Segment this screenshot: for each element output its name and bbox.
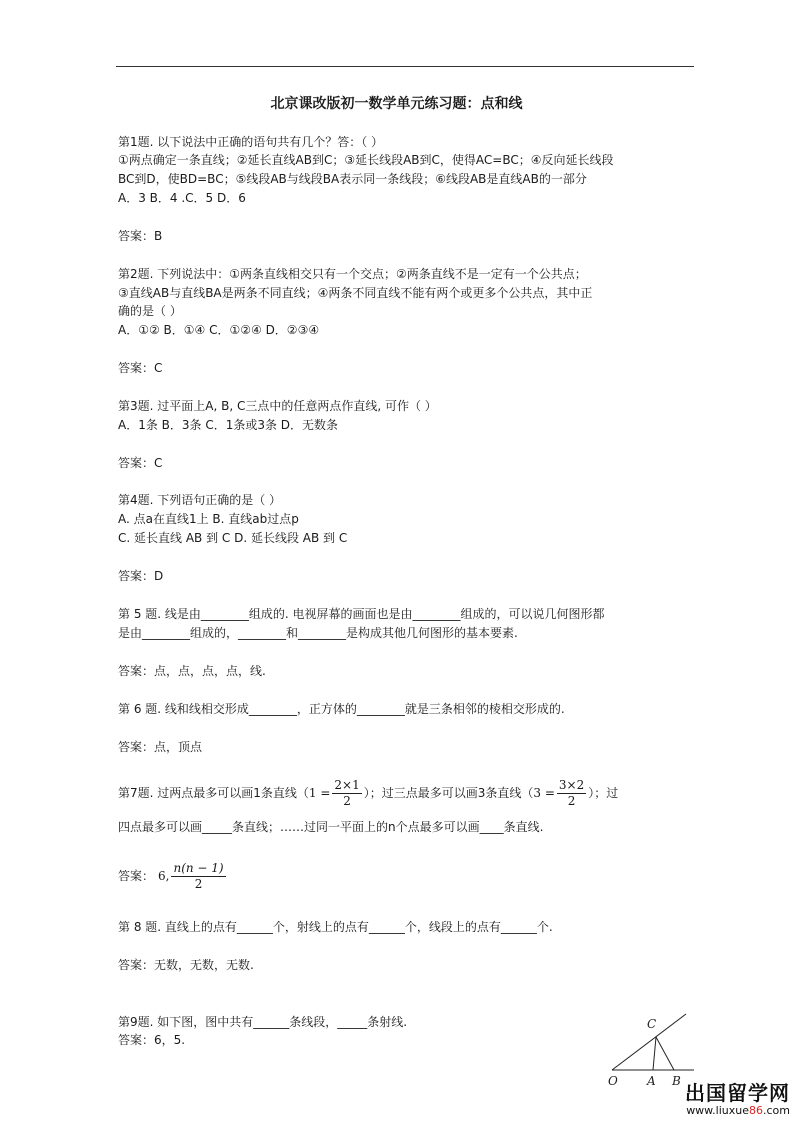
fraction-numerator: 3×2: [558, 777, 585, 792]
q7-text-line: 四点最多可以画_____条直线；……过同一平面上的n个点最多可以画____条直线.: [118, 820, 544, 834]
watermark-url-part: 86: [749, 1104, 763, 1117]
q5-text-line: 是由________组成的，________和________是构成其他几何图形的基本要素.: [118, 626, 518, 640]
q9-stem: 第9题. 如下图，图中共有______条线段，_____条射线.: [118, 1015, 408, 1029]
fraction-numerator: n(n − 1): [173, 860, 224, 875]
q7-fraction-1: [332, 778, 361, 809]
q7-answer-value: 6,: [158, 869, 170, 883]
q4-answer: 答案：D: [118, 569, 164, 583]
q4-stem: 第4题. 下列语句正确的是（ ）: [118, 493, 282, 507]
q7-answer-fraction: [171, 861, 225, 892]
point-label-a: A: [647, 1074, 656, 1088]
q3-stem: 第3题. 过平面上A, B, C三点中的任意两点作直线, 可作（ ）: [118, 399, 437, 413]
header-rule: [116, 66, 694, 67]
segment-c-a: [653, 1037, 656, 1070]
q7-stem-part: ）；过: [588, 786, 619, 800]
watermark-url-part: .com: [763, 1104, 790, 1117]
q5-stem: 第 5 题. 线是由________组成的. 电视屏幕的画面也是由________组成的，可以说几何图形都: [118, 607, 605, 621]
q7-answer-label: 答案：: [118, 869, 155, 883]
geometry-figure: [604, 1012, 694, 1092]
q5-answer: 答案：点，点，点，点，线.: [118, 664, 266, 678]
segment-c-b: [656, 1037, 674, 1070]
q8-answer: 答案：无数，无数，无数.: [118, 958, 254, 972]
q7-fraction-2: [557, 778, 586, 809]
fraction-denominator: 2: [567, 793, 576, 808]
q6-answer: 答案：点，顶点: [118, 740, 203, 754]
watermark-url-part: www.liuxue: [686, 1104, 749, 1117]
q7-answer: [118, 858, 228, 894]
q3-options: A．1条 B．3条 C．1条或3条 D．无数条: [118, 418, 339, 432]
watermark-url: [650, 1104, 790, 1117]
point-label-o: O: [608, 1074, 618, 1088]
q2-text-line: 确的是（ ）: [118, 304, 182, 318]
q8-stem: 第 8 题. 直线上的点有______个，射线上的点有______个，线段上的点有______个.: [118, 920, 553, 934]
site-watermark: [650, 1082, 790, 1117]
q4-options: C. 延长直线 AB 到 C D. 延长线段 AB 到 C: [118, 531, 348, 545]
q3-answer: 答案：C: [118, 456, 163, 470]
q4-options: A. 点a在直线1上 B. 直线ab过点p: [118, 512, 299, 526]
q7-fraction-lhs: 3 =: [533, 786, 555, 800]
point-label-b: B: [672, 1074, 681, 1088]
watermark-name: 出国留学网: [685, 1081, 790, 1105]
q2-options: A．①② B．①④ C．①②④ D．②③④: [118, 323, 320, 337]
fraction-denominator: 2: [343, 793, 351, 808]
q7-fraction-lhs: 1 =: [308, 786, 331, 800]
q1-answer: 答案：B: [118, 229, 163, 243]
q1-options: A．3 B．4 .C．5 D．6: [118, 191, 246, 205]
q2-text-line: ③直线AB与直线BA是两条不同直线；④两条不同直线不能有两个或更多个公共点，其中正: [118, 286, 593, 300]
q1-text-line: BC到D，使BD=BC；⑤线段AB与线段BA表示同一条线段；⑥线段AB是直线AB的一部分: [118, 172, 587, 186]
point-label-c: C: [647, 1017, 657, 1031]
q1-text-line: ①两点确定一条直线；②延长直线AB到C；③延长线段AB到C，使得AC=BC；④反向延长线段: [118, 153, 614, 167]
q9-answer: 答案：6，5.: [118, 1033, 186, 1047]
q6-stem: 第 6 题. 线和线相交形成________，正方体的________就是三条相邻的棱相交形成的.: [118, 702, 565, 716]
q7-stem-part: 第7题. 过两点最多可以画1条直线（: [118, 786, 309, 800]
q2-stem: 第2题. 下列说法中：①两条直线相交只有一个交点；②两条直线不是一定有一个公共点；: [118, 267, 587, 281]
q7-stem-part: ）；过三点最多可以画3条直线（: [363, 786, 534, 800]
q2-answer: 答案：C: [118, 361, 163, 375]
q7-stem: [118, 776, 618, 810]
q1-stem: 第1题. 以下说法中正确的语句共有几个？答：（ ）: [118, 135, 384, 149]
fraction-numerator: 2×1: [334, 777, 360, 792]
page-title: 北京课改版初一数学单元练习题：点和线: [270, 96, 523, 112]
fraction-denominator: 2: [194, 876, 203, 891]
